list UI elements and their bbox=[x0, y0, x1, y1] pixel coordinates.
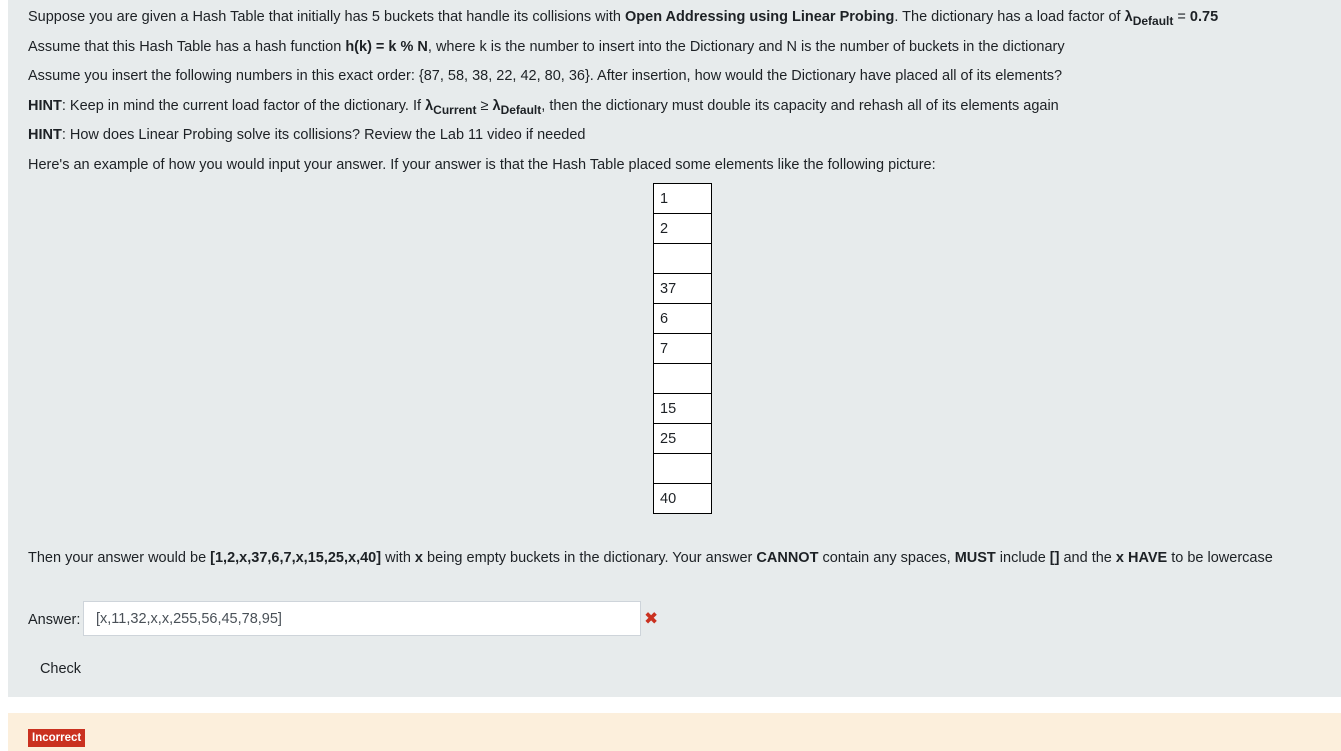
example-table-row bbox=[654, 394, 712, 424]
example-bucket-cell bbox=[654, 454, 712, 484]
example-bucket-cell: 37 bbox=[654, 274, 712, 304]
question-line-3: Assume you insert the following numbers in this exact order: {87, 58, 38, 22, 42, 80, 36}. After insertion, how would the Dictionary have placed all of its elements? bbox=[28, 68, 1063, 84]
hint-line-1: HINT: Keep in mind the current load factor of the dictionary. If $\lambda_{Current} \ge \lambda_{Default}$, then the dictionary must double its capacity and rehash all of its elements again bbox=[28, 98, 1059, 117]
example-table-row bbox=[654, 364, 712, 394]
example-bucket-cell: 7 bbox=[654, 334, 712, 364]
lambda-symbol: λ bbox=[492, 98, 501, 114]
check-button[interactable]: Check bbox=[28, 651, 93, 685]
question-line-1: Suppose you are given a Hash Table that initially has 5 buckets that handle its collisions with Open Addressing using Linear Probing. The dictionary has a load factor of $\lambda_{Default} = 0.75$ bbox=[28, 9, 1219, 28]
example-table-row bbox=[654, 484, 712, 514]
example-bucket-cell bbox=[654, 244, 712, 274]
example-table-row bbox=[654, 274, 712, 304]
answer-format-instructions: Then your answer would be [1,2,x,37,6,7,x,15,25,x,40] with x being empty buckets in the dictionary. Your answer CANNOT contain any spaces, MUST include [] and the x HAVE to be lowercase bbox=[28, 550, 1273, 566]
example-table-row bbox=[654, 214, 712, 244]
example-table-row bbox=[654, 184, 712, 214]
example-bucket-cell bbox=[654, 364, 712, 394]
lambda-symbol: λ bbox=[1124, 9, 1133, 25]
example-table-row bbox=[654, 424, 712, 454]
example-bucket-cell: 15 bbox=[654, 394, 712, 424]
lambda-symbol: λ bbox=[425, 98, 434, 114]
example-table-row bbox=[654, 454, 712, 484]
example-bucket-cell: 40 bbox=[654, 484, 712, 514]
question-panel bbox=[8, 0, 1341, 697]
hint-line-2: HINT: How does Linear Probing solve its collisions? Review the Lab 11 video if needed bbox=[28, 127, 586, 143]
question-line-2: Assume that this Hash Table has a hash function h(k) = k % N, where k is the number to insert into the Dictionary and N is the number of buckets in the dictionary bbox=[28, 39, 1065, 55]
example-bucket-cell: 2 bbox=[654, 214, 712, 244]
example-bucket-cell: 6 bbox=[654, 304, 712, 334]
answer-input[interactable] bbox=[83, 601, 641, 636]
example-table-row bbox=[654, 304, 712, 334]
feedback-panel bbox=[8, 713, 1341, 751]
example-bucket-cell: 1 bbox=[654, 184, 712, 214]
cross-icon: ✖ bbox=[644, 609, 659, 628]
answer-label: Answer: bbox=[28, 612, 81, 628]
example-table-row bbox=[654, 244, 712, 274]
example-table-row bbox=[654, 334, 712, 364]
example-bucket-cell: 25 bbox=[654, 424, 712, 454]
example-hash-table bbox=[653, 183, 712, 514]
incorrect-badge: Incorrect bbox=[28, 729, 85, 747]
example-intro: Here's an example of how you would input your answer. If your answer is that the Hash Table placed some elements like the following picture: bbox=[28, 157, 936, 173]
